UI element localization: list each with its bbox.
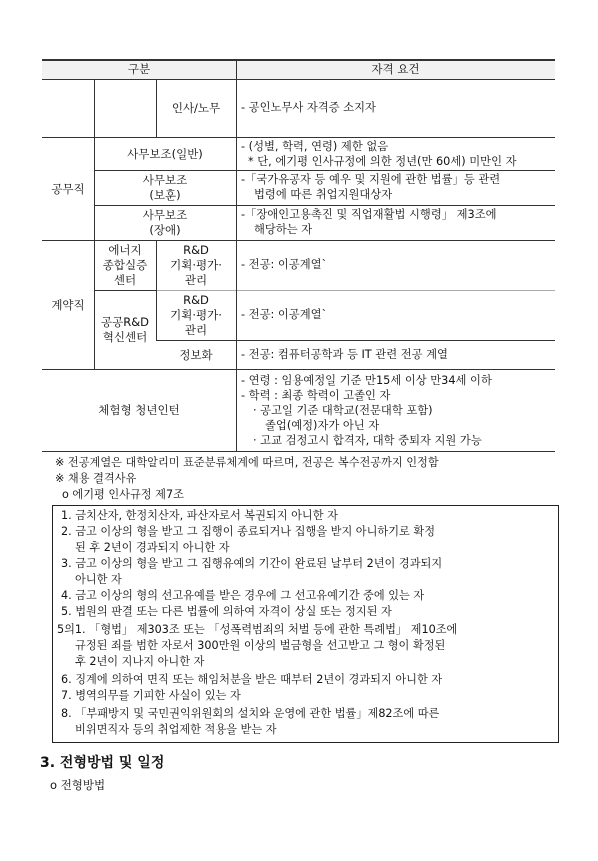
rnd-center-label-line2: 혁신센터 — [102, 330, 148, 344]
youth-req-sub-1-cont: 졸업(예정)자가 아닌 자 — [265, 419, 380, 432]
office-general-label: 사무보조(일반) — [127, 146, 203, 161]
section-title: 3. 전형방법 및 일정 — [40, 755, 165, 771]
civil-group-label: 공무직 — [51, 181, 85, 196]
energy-center-sub-label — [156, 241, 236, 290]
disq-item: 4. 금고 이상의 형의 선고유예를 받은 경우에 그 선고유예기간 중에 있는 자 — [61, 589, 425, 602]
rnd-planning-label — [156, 291, 236, 340]
office-veteran-label-line1: 사무보조 — [142, 173, 188, 187]
youth-req-sub-2: · 고교 검정고시 합격자, 대학 중퇴자 지원 가능 — [253, 434, 482, 447]
disq-item-cont: 된 후 2년이 경과되지 아니한 자 — [75, 541, 230, 554]
col-divider — [94, 79, 95, 137]
disqualification-box — [52, 505, 559, 743]
disq-item: 8. 「부패방지 및 국민권익위원회의 설치와 운영에 관한 법률」제82조에 따른 — [61, 707, 440, 720]
rule-reference: o 에기평 인사규정 제7조 — [62, 488, 184, 501]
table-bottom-border — [42, 451, 555, 452]
office-general-req-1: - (성별, 학력, 연령) 제한 없음 — [241, 140, 389, 153]
office-veteran-req-1: -「국가유공자 등 예우 및 지원에 관한 법률」등 관련 — [241, 173, 501, 186]
major-note: ※ 전공계열은 대학알리미 표준분류체계에 따르며, 전공은 복수전공까지 인정함 — [55, 456, 439, 469]
energy-sub-line1: R&D — [183, 243, 209, 257]
office-general-req-2: * 단, 에기평 인사규정에 의한 정년(만 60세) 미만인 자 — [248, 155, 517, 168]
disqualify-title: ※ 채용 결격사유 — [55, 472, 137, 485]
col-divider — [236, 59, 237, 451]
labor-label: 인사/노무 — [171, 101, 221, 115]
office-veteran-label-line2: (보훈) — [149, 188, 181, 202]
table-header-divider — [42, 79, 555, 80]
header-category: 구분 — [127, 62, 151, 76]
youth-req-sub-1: · 공고일 기준 대학교(전문대학 포함) — [253, 404, 433, 417]
rnd-sub-line2: 기획·평가· — [170, 308, 222, 322]
energy-center-label-line3: 센터 — [113, 273, 137, 287]
labor-requirement: - 공인노무사 자격증 소지자 — [241, 101, 376, 114]
disq-item-cont: 규정된 죄를 범한 자로서 300만원 이상의 벌금형을 선고받고 그 형이 확정된 — [75, 639, 446, 652]
disq-item: 1. 금치산자, 한정치산자, 파산자로서 복권되지 아니한 자 — [61, 509, 338, 522]
informatization-requirement: - 전공: 컴퓨터공학과 등 IT 관련 전공 계열 — [241, 348, 448, 361]
disq-item: 5의1. 「형법」 제303조 또는 「성폭력범죄의 처벌 등에 관한 특례법」 제10조에 — [57, 623, 458, 636]
contract-group-label: 계약직 — [51, 297, 85, 312]
rnd-center-label — [94, 291, 156, 369]
energy-sub-line3: 관리 — [184, 273, 208, 287]
disq-item: 6. 징계에 의하여 면직 또는 해임처분을 받은 때부터 2년이 경과되지 아니한 자 — [61, 673, 443, 686]
energy-center-label-line2: 종합실증 — [102, 258, 148, 272]
disq-item-cont: 아니한 자 — [75, 573, 122, 586]
energy-center-label-line1: 에너지 — [108, 243, 142, 257]
energy-center-label — [94, 241, 156, 290]
header-requirement: 자격 요건 — [371, 62, 420, 76]
office-disabled-label — [94, 206, 236, 240]
section-subtitle: o 전형방법 — [50, 778, 106, 792]
office-veteran-label — [94, 171, 236, 205]
disq-item-cont: 후 2년이 지나지 아니한 자 — [75, 655, 205, 668]
office-disabled-label-line1: 사무보조 — [142, 208, 188, 222]
rnd-sub-line1: R&D — [183, 293, 209, 307]
office-disabled-label-line2: (장애) — [149, 223, 181, 237]
office-disabled-req-1: -「장애인고용촉진 및 직업재활법 시행령」 제3조에 — [241, 208, 497, 221]
disq-item-cont: 비위면직자 등의 취업제한 적용을 받는 자 — [75, 723, 277, 736]
youth-req-age: - 연령 : 임용예정일 기준 만15세 이상 만34세 이하 — [241, 374, 492, 387]
youth-req-education: - 학력 : 최종 학력이 고졸인 자 — [241, 389, 391, 402]
rnd-planning-requirement: - 전공: 이공계열` — [241, 308, 328, 321]
youth-intern-label: 체험형 청년인턴 — [98, 403, 180, 417]
disq-item: 2. 금고 이상의 형을 받고 그 집행이 종료되거나 집행을 받지 아니하기로 확정 — [61, 525, 436, 538]
energy-center-requirement: - 전공: 이공계열` — [241, 258, 328, 271]
disq-item: 3. 금고 이상의 형을 받고 그 집행유예의 기간이 완료된 날부터 2년이 경과되지 — [61, 557, 443, 570]
disq-item: 5. 법원의 판결 또는 다른 법률에 의하여 자격이 상실 또는 정지된 자 — [61, 605, 392, 618]
office-disabled-req-2: 해당하는 자 — [254, 223, 313, 236]
informatization-label: 정보화 — [179, 347, 213, 362]
rnd-sub-line3: 관리 — [184, 323, 208, 337]
rnd-center-label-line1: 공공R&D — [100, 315, 150, 329]
office-veteran-req-2: 법령에 따른 취업지원대상자 — [254, 188, 393, 201]
energy-sub-line2: 기획·평가· — [170, 258, 222, 272]
disq-item: 7. 병역의무를 기피한 사실이 있는 자 — [61, 689, 241, 702]
